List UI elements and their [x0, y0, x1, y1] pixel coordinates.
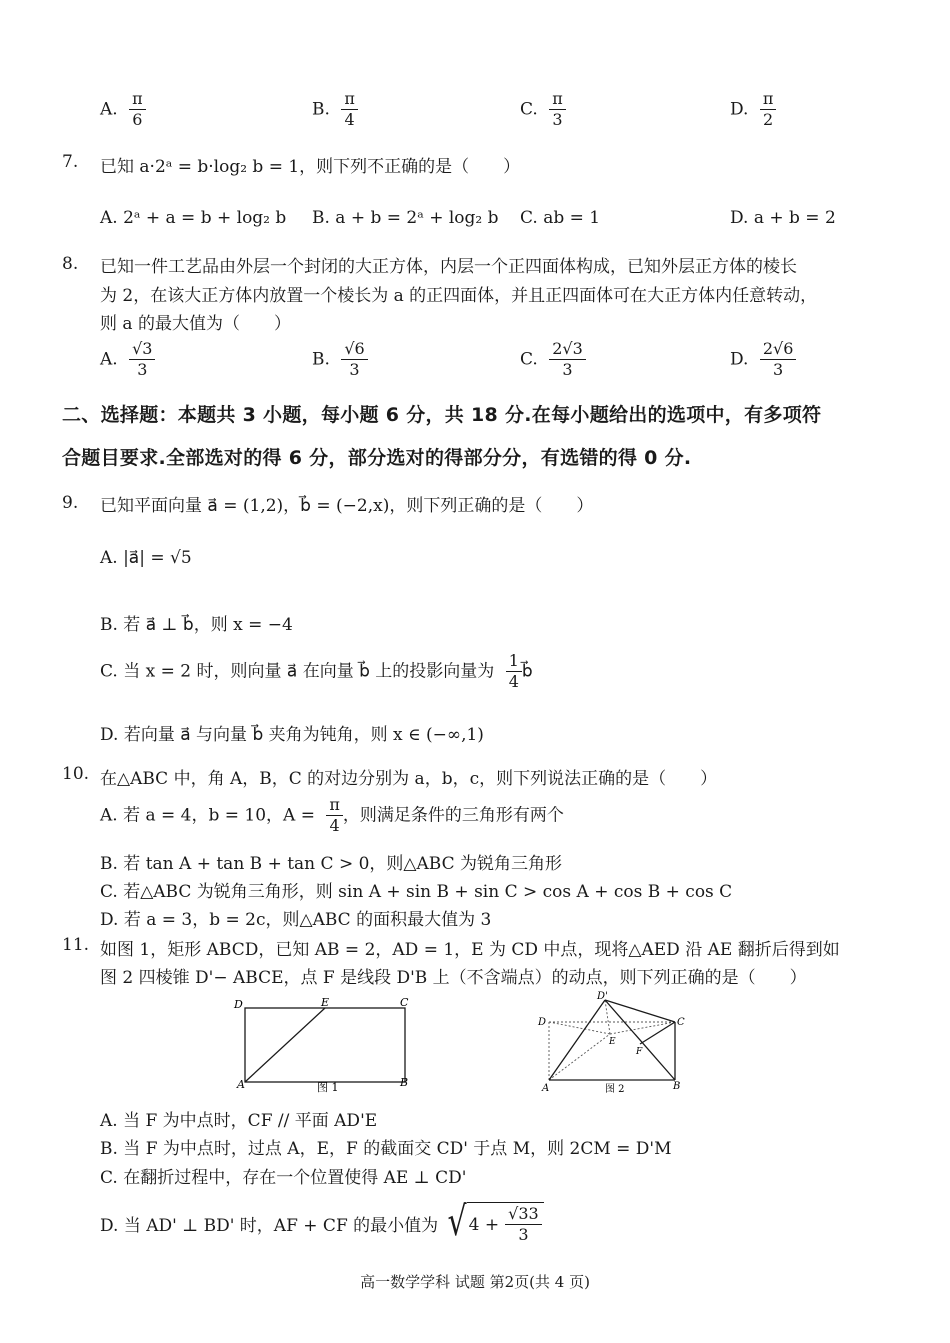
q6-option-b: B. $\frac{\pi}{4}$ [312, 90, 358, 130]
radical-expression [447, 1199, 544, 1247]
q6-option-a: A. $\frac{\pi}{6}$ [100, 90, 146, 130]
figure-1-rectangle-diagram [228, 994, 428, 1096]
q9-c-numerator: 1 [506, 652, 522, 672]
fig2-label-a: A [542, 1083, 550, 1094]
radical-sign: √ [447, 1199, 467, 1247]
q10-option-c: C. 若△ABC 为锐角三角形，则 sin A + sin B + sin C > cos A + cos B + cos C [100, 882, 733, 902]
q6-option-d: D. $\frac{\pi}{2}$ [730, 90, 776, 130]
q7-option-b: B. a + b = 2ᵃ + log₂ b [312, 208, 499, 228]
q11-line-1: 如图 1，矩形 ABCD，已知 AB = 2，AD = 1，E 为 CD 中点，现将△AED 沿 AE 翻折后得到如 [100, 940, 840, 960]
fig2-label-b: B [673, 1081, 681, 1092]
q8-b-numerator: √6 [341, 340, 367, 360]
q8-d-denominator: 3 [773, 360, 784, 380]
segment-ae [245, 1008, 325, 1082]
dashed-de [549, 1022, 610, 1034]
fig2-label-d: D [538, 1017, 547, 1028]
q9-stem: 已知平面向量 a⃗ = (1,2)，b⃗ = (−2,x)，则下列正确的是（ ） [100, 496, 594, 516]
q10-option-d: D. 若 a = 3，b = 2c，则△ABC 的面积最大值为 3 [100, 910, 492, 930]
section-2-header-line-2: 合题目要求.全部选对的得 6 分，部分选对的得部分分，有选错的得 0 分. [62, 447, 692, 469]
q8-a-denominator: 3 [137, 360, 148, 380]
q8-c-numerator: 2√3 [549, 340, 586, 360]
q11-line-2: 图 2 四棱锥 D'− ABCE，点 F 是线段 D'B 上（不含端点）的动点，则下列正确的是（ ） [100, 968, 807, 988]
q7-number: 7. [62, 152, 79, 172]
q10-a-denominator: 4 [329, 816, 340, 836]
q9-number: 9. [62, 493, 79, 513]
q11-option-d: D. 当 AD' ⊥ BD' 时，AF + CF 的最小值为 √ 4 + $\frac{√33}{3}$ [100, 1202, 544, 1245]
fig2-caption: 图 2 [605, 1084, 625, 1095]
q8-line-2: 为 2，在该大正方体内放置一个棱长为 a 的正四面体，并且正四面体可在大正方体内任意转动， [100, 286, 818, 306]
q7-stem: 已知 a·2ᵃ = b·log₂ b = 1，则下列不正确的是（ ） [100, 157, 521, 177]
q8-option-b: B. $\frac{√6}{3}$ [312, 340, 368, 380]
fig1-label-c: C [400, 996, 409, 1009]
q7-option-c: C. ab = 1 [520, 208, 601, 228]
fig2-label-c: C [677, 1017, 685, 1028]
q6-c-numerator: π [549, 90, 566, 110]
q8-option-a: A. $\frac{√3}{3}$ [100, 340, 155, 380]
figure-2-pyramid-diagram [535, 988, 695, 1098]
q8-number: 8. [62, 254, 79, 274]
q11-number: 11. [62, 935, 90, 955]
fig1-caption: 图 1 [317, 1081, 339, 1094]
q6-a-numerator: π [129, 90, 146, 110]
q9-option-c: C. 当 x = 2 时，则向量 a⃗ 在向量 b⃗ 上的投影向量为 $\frac{1}{4}$ b⃗ [100, 651, 533, 692]
q11-d-numerator: √33 [505, 1205, 542, 1225]
fig1-label-b: B [400, 1076, 409, 1089]
q8-line-1: 已知一件工艺品由外层一个封闭的大正方体，内层一个正四面体构成，已知外层正方体的棱长 [100, 257, 797, 277]
q11-d-denominator: 3 [518, 1225, 529, 1245]
q8-a-numerator: √3 [129, 340, 155, 360]
q7-option-a: A. 2ᵃ + a = b + log₂ b [100, 208, 287, 228]
fig1-label-a: A [237, 1078, 245, 1091]
q10-stem: 在△ABC 中，角 A，B，C 的对边分别为 a，b，c，则下列说法正确的是（ ） [100, 769, 718, 789]
q9-option-a: A. |a⃗| = √5 [100, 548, 192, 568]
q11-option-c: C. 在翻折过程中，存在一个位置使得 AE ⊥ CD' [100, 1168, 467, 1188]
q10-option-b: B. 若 tan A + tan B + tan C > 0，则△ABC 为锐角三角形 [100, 854, 562, 874]
q6-c-denominator: 3 [552, 110, 563, 130]
fig2-label-e: E [609, 1037, 616, 1047]
q9-option-b: B. 若 a⃗ ⊥ b⃗，则 x = −4 [100, 615, 293, 635]
q7-option-d: D. a + b = 2 [730, 208, 836, 228]
fig1-label-e: E [321, 996, 330, 1009]
radicand: 4 + $\frac{√33}{3}$ [467, 1202, 544, 1245]
q6-option-c: C. $\frac{\pi}{3}$ [520, 90, 566, 130]
q10-number: 10. [62, 764, 90, 784]
q10-option-a: A. 若 a = 4，b = 10，A = $\frac{\pi}{4}$ ，则满足条件的三角形有两个 [100, 795, 564, 836]
section-2-header-line-1: 二、选择题：本题共 3 小题，每小题 6 分，共 18 分.在每小题给出的选项中，有多项符 [62, 404, 822, 426]
q9-option-d: D. 若向量 a⃗ 与向量 b⃗ 夹角为钝角，则 x ∈ (−∞,1) [100, 725, 484, 745]
q6-b-numerator: π [341, 90, 358, 110]
dashed-ae [549, 1034, 610, 1080]
q11-option-a: A. 当 F 为中点时，CF // 平面 AD'E [100, 1111, 378, 1131]
q8-option-c: C. $\frac{2√3}{3}$ [520, 340, 586, 380]
q8-option-d: D. $\frac{2√6}{3}$ [730, 340, 796, 380]
page-footer: 高一数学学科 试题 第2页(共 4 页) [360, 1273, 590, 1291]
segment-d-prime-a [549, 1000, 605, 1080]
q9-c-denominator: 4 [508, 672, 519, 692]
q6-b-denominator: 4 [344, 110, 355, 130]
fig2-label-f: F [636, 1047, 643, 1057]
q6-d-denominator: 2 [763, 110, 774, 130]
q6-a-denominator: 6 [132, 110, 143, 130]
q11-option-b: B. 当 F 为中点时，过点 A，E，F 的截面交 CD' 于点 M，则 2CM = D'M [100, 1139, 672, 1159]
q8-line-3: 则 a 的最大值为（ ） [100, 314, 291, 334]
q10-a-numerator: π [326, 796, 343, 816]
fig1-label-d: D [234, 998, 243, 1011]
fig2-label-d-prime: D' [597, 991, 608, 1002]
segment-d-prime-c [605, 1000, 675, 1022]
q8-d-numerator: 2√6 [760, 340, 797, 360]
q6-d-numerator: π [760, 90, 777, 110]
rectangle-abcd [245, 1008, 405, 1082]
q8-b-denominator: 3 [349, 360, 360, 380]
q8-c-denominator: 3 [562, 360, 573, 380]
